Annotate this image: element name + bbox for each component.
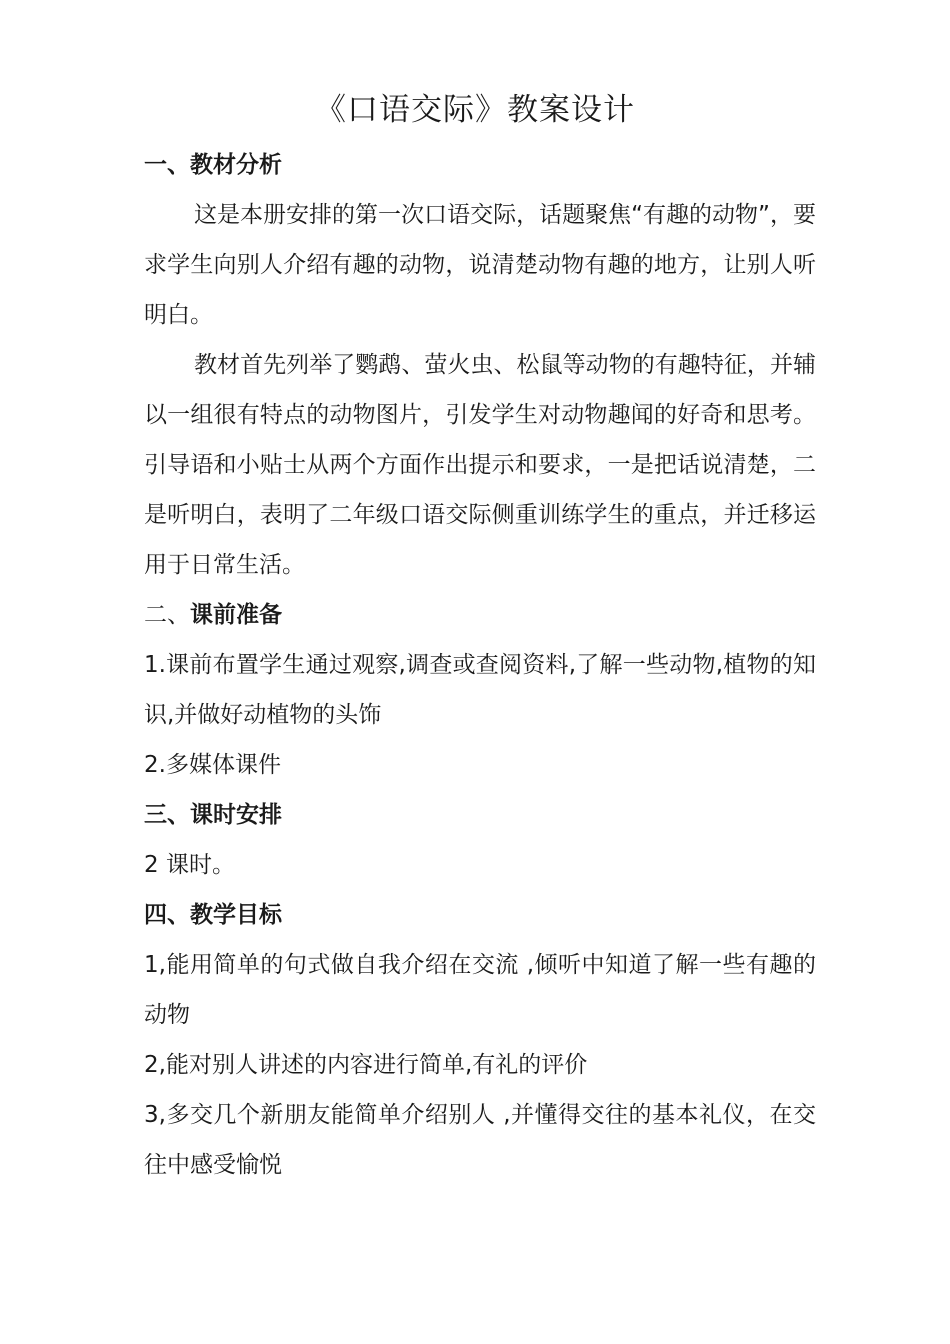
- list-item: 1,能用简单的句式做自我介绍在交流 ,倾听中知道了解一些有趣的动物: [144, 952, 816, 1028]
- list-item: 1.课前布置学生通过观察,调查或查阅资料,了解一些动物,植物的知识,并做好动植物的头饰: [144, 652, 816, 728]
- section-number: 一、: [144, 152, 190, 178]
- document-title: 《口语交际》教案设计: [315, 92, 635, 128]
- section-heading-text: 课时安排: [190, 802, 282, 828]
- paragraph: 这是本册安排的第一次口语交际，话题聚焦“有趣的动物”，要求学生向别人介绍有趣的动物，说清楚动物有趣的地方，让别人听明白。: [144, 202, 816, 328]
- paragraph: 教材首先列举了鹦鹉、萤火虫、松鼠等动物的有趣特征，并辅以一组很有特点的动物图片，引发学生对动物趣闻的好奇和思考。引导语和小贴士从两个方面作出提示和要求，一是把话说清楚，二是听明白，表明了二年级口语交际侧重训练学生的重点，并迁移运用于日常生活。: [144, 352, 816, 578]
- section-heading-text: 课前准备: [190, 602, 282, 628]
- section-number: 三、: [144, 802, 190, 828]
- section-textbook-analysis: [144, 140, 816, 590]
- section-class-preparation: [144, 590, 816, 790]
- section-heading: [144, 590, 816, 640]
- section-heading-text: 教学目标: [190, 902, 282, 928]
- list-item: 3,多交几个新朋友能简单介绍别人 ,并懂得交往的基本礼仪，在交往中感受愉悦: [144, 1102, 816, 1178]
- section-heading: [144, 890, 816, 940]
- section-number: 二、: [144, 602, 190, 628]
- list-item: 2,能对别人讲述的内容进行简单,有礼的评价: [144, 1052, 588, 1078]
- section-heading: [144, 140, 816, 190]
- list-item: 2.多媒体课件: [144, 752, 281, 778]
- section-heading-text: 教材分析: [190, 152, 282, 178]
- section-teaching-goals: [144, 890, 816, 1190]
- document-body: [144, 140, 816, 1190]
- list-item: 2 课时。: [144, 852, 235, 878]
- section-heading: [144, 790, 816, 840]
- section-number: 四、: [144, 902, 190, 928]
- section-schedule: [144, 790, 816, 890]
